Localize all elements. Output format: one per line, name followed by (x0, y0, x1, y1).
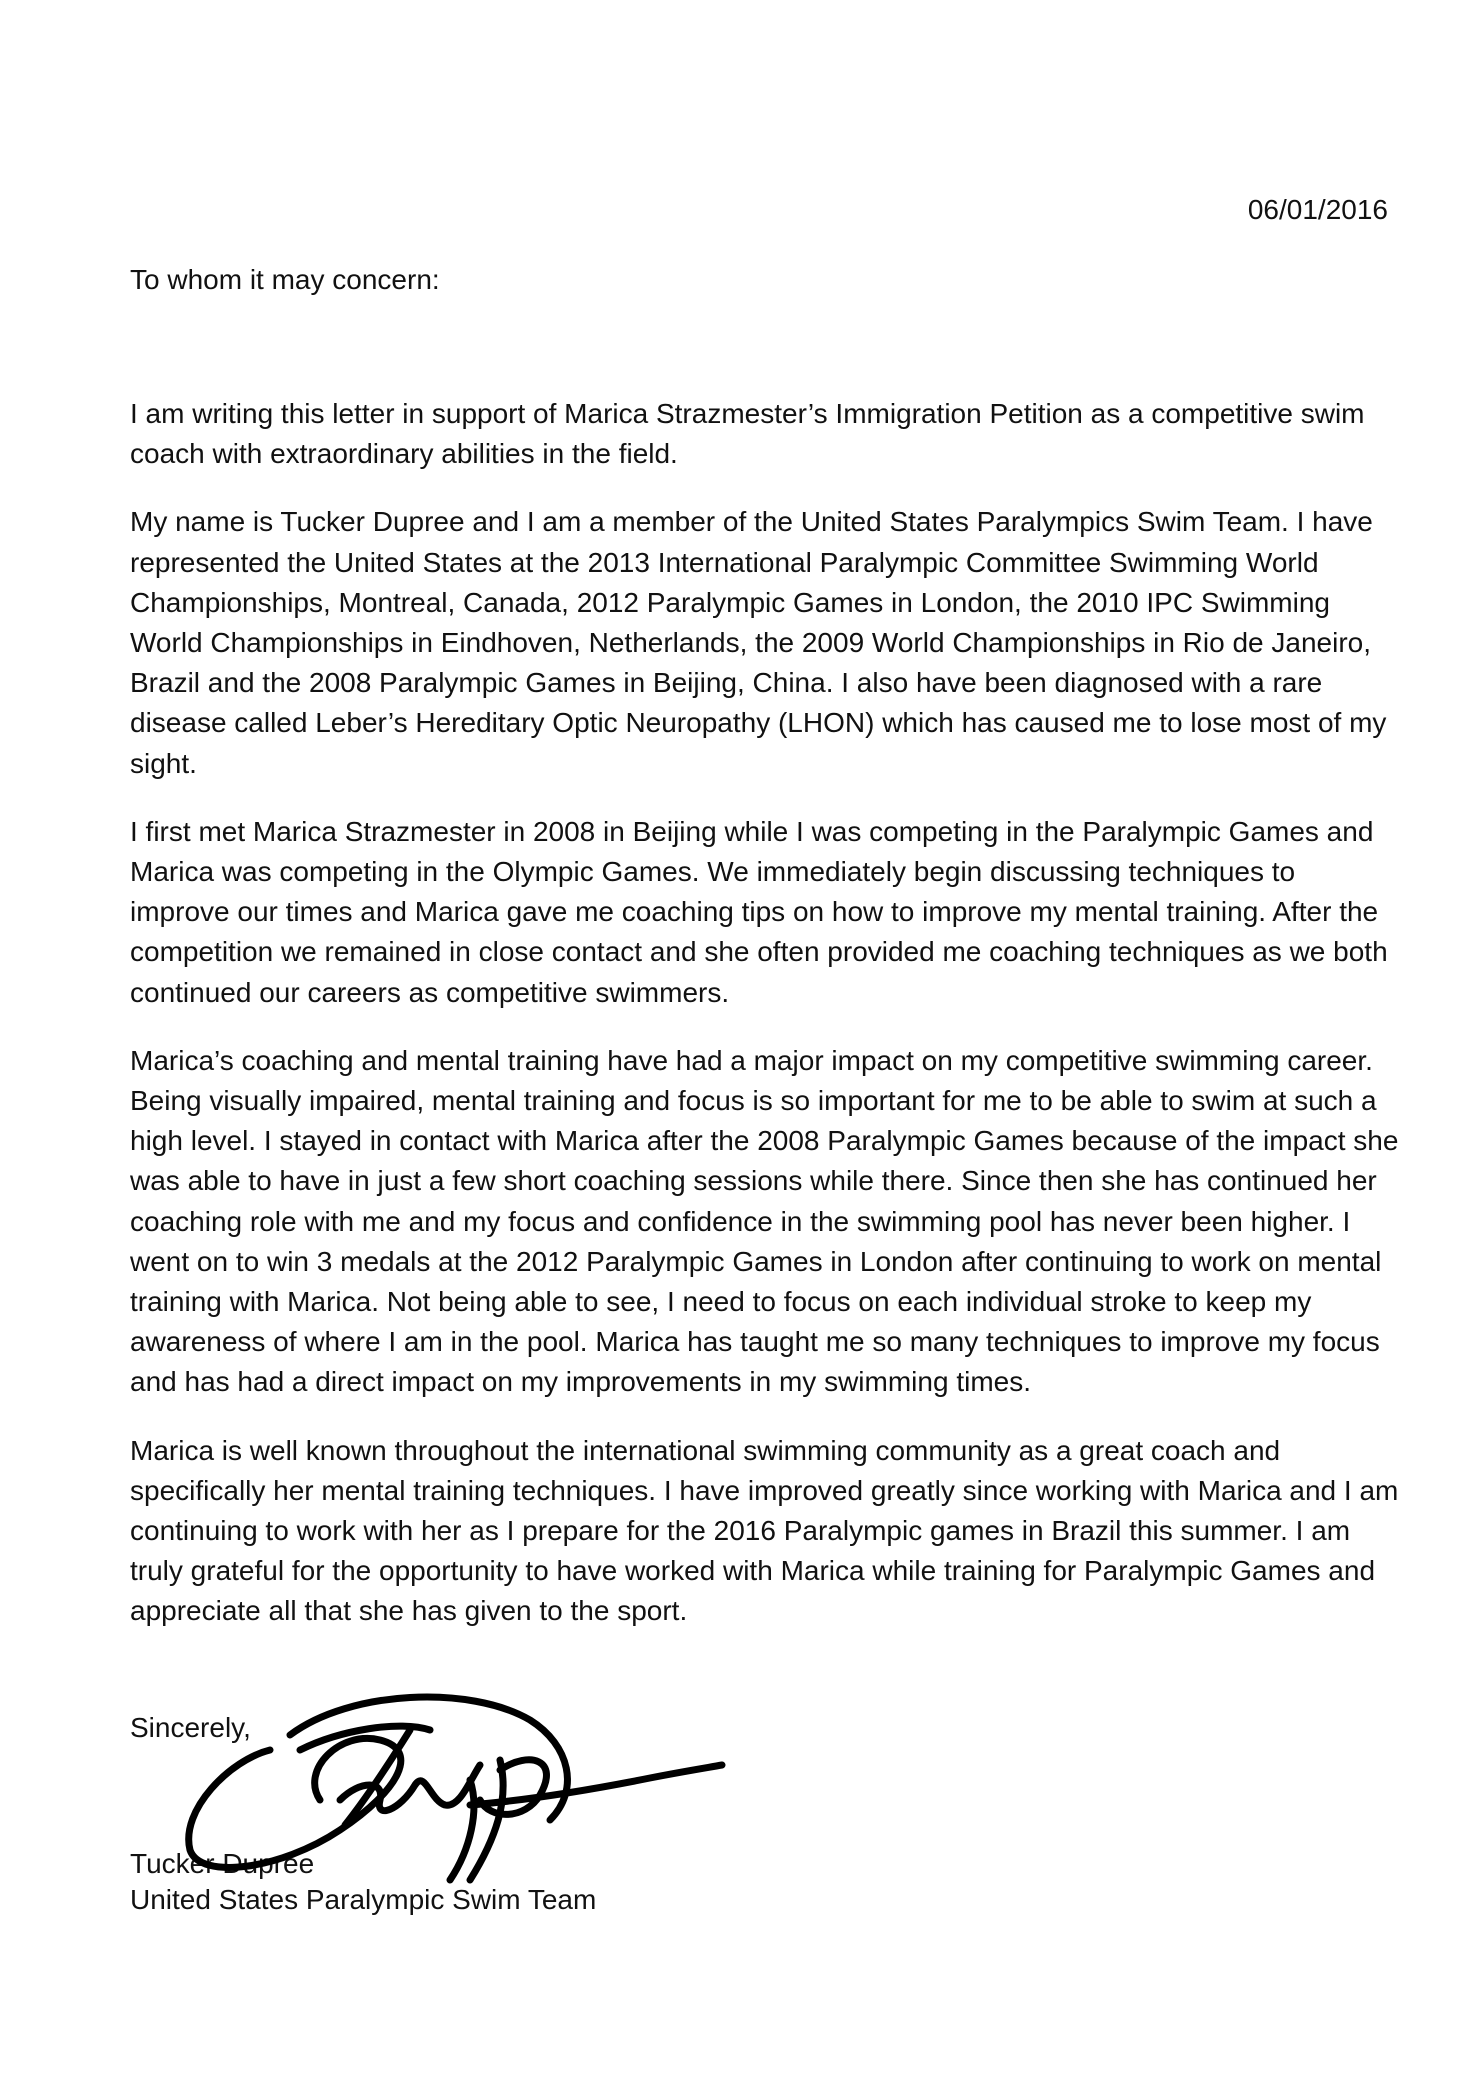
paragraph-1: I am writing this letter in support of Marica Strazmester’s Immigration Petition as a competitive swim coach with extraordinary abilities in the field. (130, 398, 1365, 470)
letter-date: 06/01/2016 (1247, 194, 1388, 225)
paragraph-3: I first met Marica Strazmester in 2008 in Beijing while I was competing in the Paralympic Games and Marica was competing in the Olympic Games. We immediately begin discussing techniques to improve our times and Marica gave me coaching tips on how to improve my mental training. After the competition we remained in close contact and she often provided me coaching techniques as we both continued our careers as competitive swimmers. (130, 815, 1388, 1008)
paragraph-2: My name is Tucker Dupree and I am a member of the United States Paralympics Swim Team. I have represented the United States at the 2013 International Paralympic Committee Swimming World Championships, Montreal, Canada, 2012 Paralympic Games in London, the 2010 IPC Swimming World Championships in Eindhoven, Netherlands, the 2009 World Championships in Rio de Janeiro, Brazil and the 2008 Paralympic Games in Beijing, China. I also have been diagnosed with a rare disease called Leber’s Hereditary Optic Neuropathy (LHON) which has caused me to lose most of my sight. (130, 506, 1387, 779)
salutation: To whom it may concern: (130, 264, 440, 295)
paragraph-5: Marica is well known throughout the international swimming community as a great coach and specifically her mental training techniques. I have improved greatly since working with Marica and I am continuing to work with her as I prepare for the 2016 Paralympic games in Brazil this summer. I am truly grateful for the opportunity to have worked with Marica while training for Paralympic Games and appreciate all that she has given to the sport. (130, 1434, 1399, 1627)
handwritten-signature (170, 1690, 730, 1890)
closing: Sincerely, (130, 1712, 251, 1743)
letter-body (130, 394, 1400, 1660)
signer-name: Tucker Dupree (130, 1848, 315, 1879)
paragraph-4: Marica’s coaching and mental training have had a major impact on my competitive swimming career. Being visually impaired, mental training and focus is so important for me to be able to swim at such a high level. I stayed in contact with Marica after the 2008 Paralympic Games because of the impact she was able to have in just a few short coaching sessions while there. Since then she has continued her coaching role with me and my focus and confidence in the swimming pool has never been higher. I went on to win 3 medals at the 2012 Paralympic Games in London after continuing to work on mental training with Marica. Not being able to see, I need to focus on each individual stroke to keep my awareness of where I am in the pool. Marica has taught me so many techniques to improve my focus and has had a direct impact on my improvements in my swimming times. (130, 1044, 1399, 1398)
signer-title: United States Paralympic Swim Team (130, 1884, 597, 1915)
